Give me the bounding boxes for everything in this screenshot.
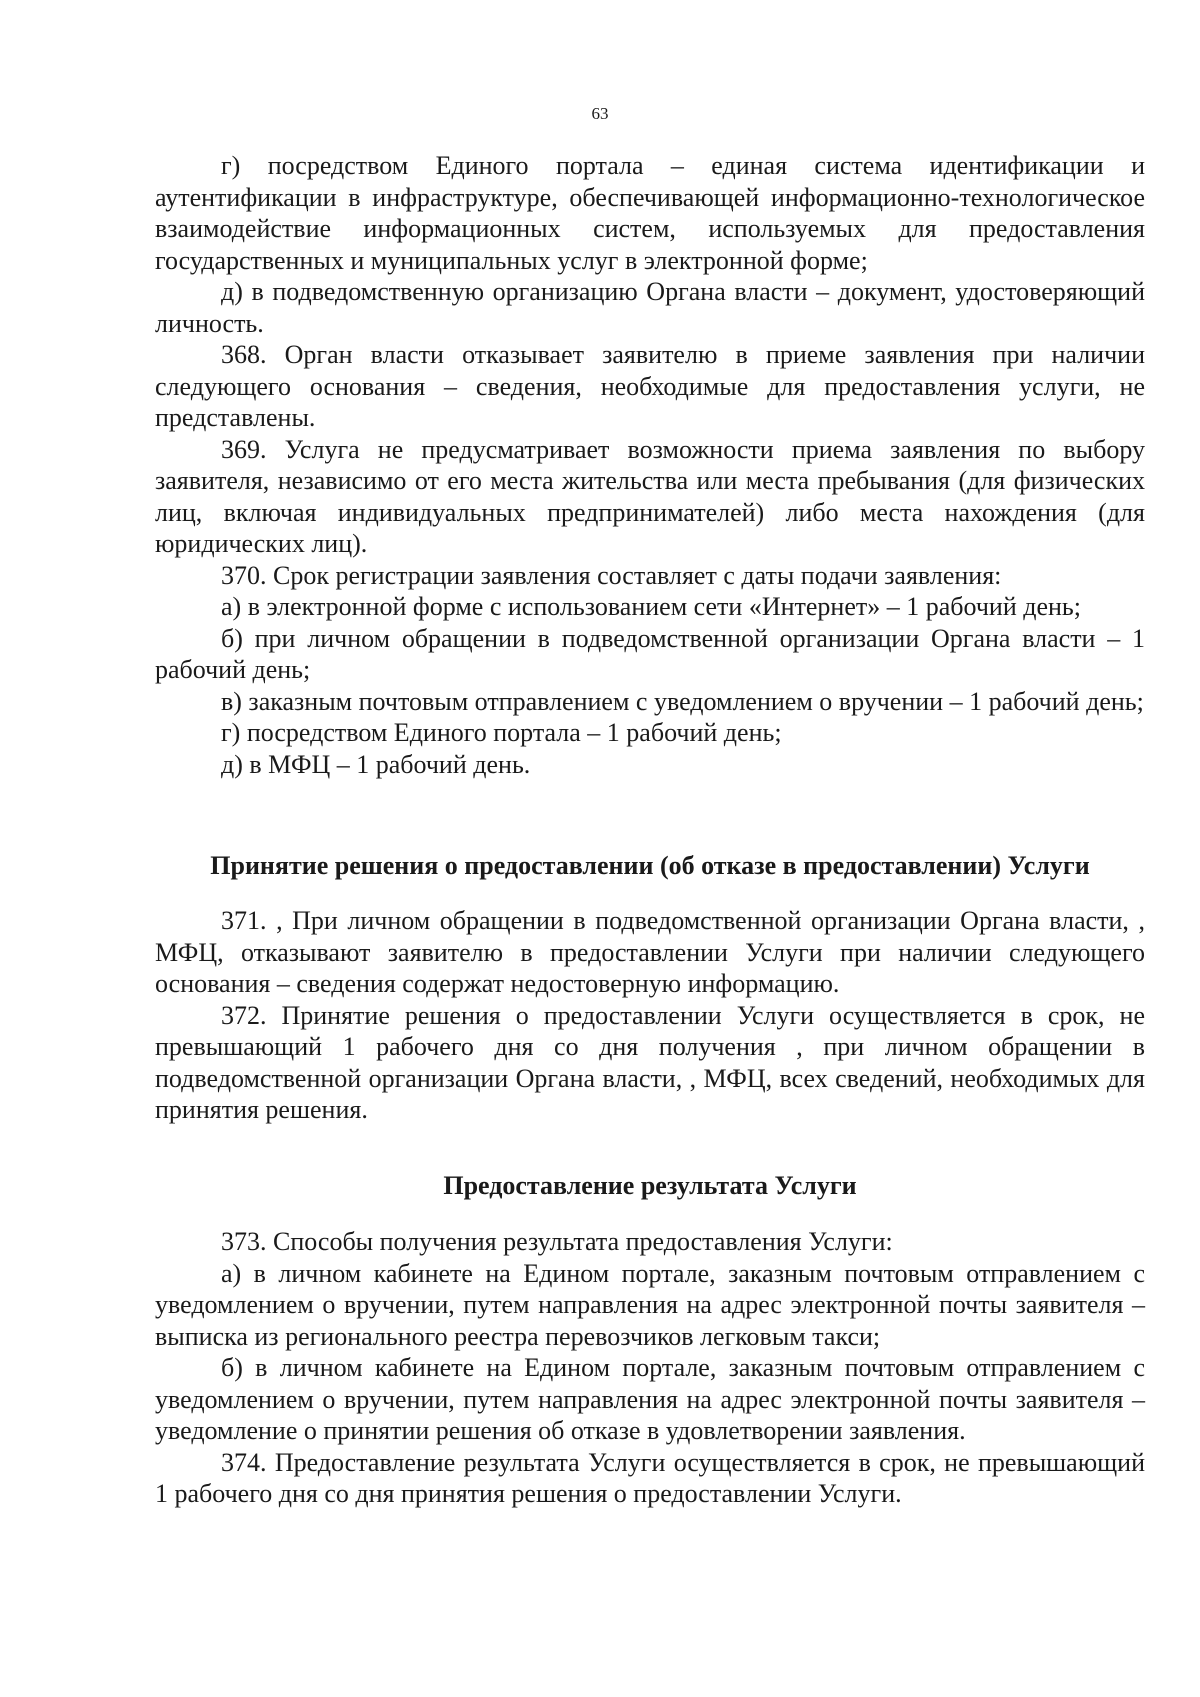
- paragraph-367-d: д) в подведомственную организацию Органа власти – документ, удостоверяющий личность.: [155, 277, 1145, 338]
- paragraph-369: 369. Услуга не предусматривает возможности приема заявления по выбору заявителя, независимо от его места жительства или места пребывания (для физических лиц, включая индивидуальных предпринимателей) либо места нахождения (для юридических лиц).: [155, 434, 1145, 558]
- paragraph-370: 370. Срок регистрации заявления составляет с даты подачи заявления:: [221, 560, 1002, 590]
- paragraph-370-g: г) посредством Единого портала – 1 рабочий день;: [221, 718, 782, 747]
- page-number: 63: [591, 104, 609, 123]
- paragraph-373-a: а) в личном кабинете на Едином портале, заказным почтовым отправлением с уведомлением о вручении, путем направления на адрес электронной почты заявителя – выписка из регионального реестра перевозчиков легковым такси;: [155, 1258, 1145, 1351]
- paragraph-372: 372. Принятие решения о предоставлении Услуги осуществляется в срок, не превышающий 1 рабочего дня со дня получения , при личном обращении в подведомственной организации Органа власти, , МФЦ, всех сведений, необходимых для принятия решения.: [155, 1000, 1145, 1124]
- paragraph-371: 371. , При личном обращении в подведомственной организации Органа власти, , МФЦ, отказывают заявителю в предоставлении Услуги при наличии следующего основания – сведения содержат недостоверную информацию.: [155, 906, 1145, 998]
- paragraph-374: 374. Предоставление результата Услуги осуществляется в срок, не превышающий 1 рабочего дня со дня принятия решения о предоставлении Услуги.: [155, 1447, 1145, 1508]
- paragraph-370-a: а) в электронной форме с использованием сети «Интернет» – 1 рабочий день;: [221, 592, 1081, 621]
- section-heading-result: Предоставление результата Услуги: [443, 1171, 857, 1200]
- paragraph-370-v: в) заказным почтовым отправлением с уведомлением о вручении – 1 рабочий день;: [221, 686, 1144, 716]
- paragraph-370-d: д) в МФЦ – 1 рабочий день.: [221, 749, 531, 779]
- section-heading-decision: Принятие решения о предоставлении (об отказе в предоставлении) Услуги: [210, 851, 1090, 880]
- document-body-top: [155, 150, 1145, 780]
- paragraph-370-b: б) при личном обращении в подведомственной организации Органа власти – 1 рабочий день;: [155, 623, 1145, 684]
- document-body-bottom: [155, 1226, 1145, 1510]
- document-body-middle: [155, 905, 1145, 1126]
- paragraph-373: 373. Способы получения результата предоставления Услуги:: [221, 1227, 893, 1256]
- paragraph-367-g: г) посредством Единого портала – единая система идентификации и аутентификации в инфраструктуре, обеспечивающей информационно-технологическое взаимодействие информационных систем, используемых для предоставления государственных и муниципальных услуг в электронной форме;: [155, 151, 1145, 275]
- paragraph-368: 368. Орган власти отказывает заявителю в приеме заявления при наличии следующего основания – сведения, необходимые для предоставления услуги, не представлены.: [155, 340, 1145, 432]
- paragraph-373-b: б) в личном кабинете на Едином портале, заказным почтовым отправлением с уведомлением о вручении, путем направления на адрес электронной почты заявителя – уведомление о принятии решения об отказе в удовлетворении заявления.: [155, 1353, 1145, 1445]
